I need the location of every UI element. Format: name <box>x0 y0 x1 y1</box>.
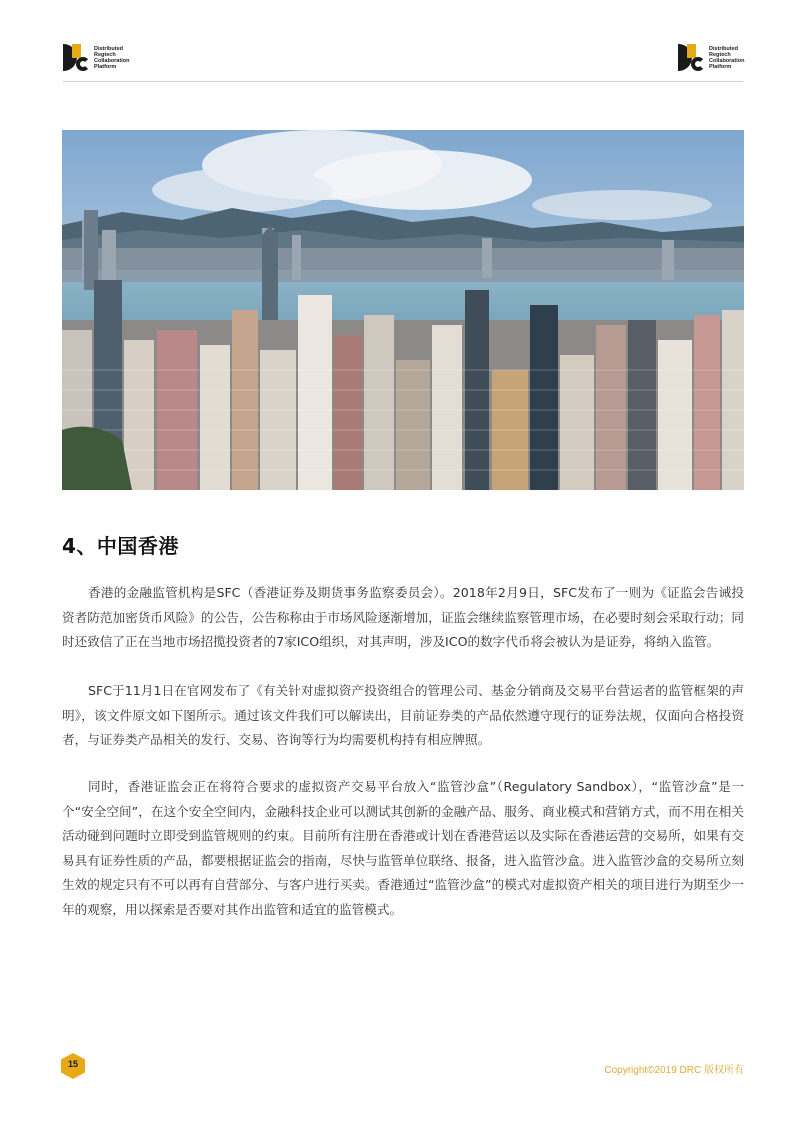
logo-text: Distributed Regtech Collaboration Platform <box>709 45 745 70</box>
paragraph-3: 同时，香港证监会正在将符合要求的虚拟资产交易平台放入“监管沙盒”（Regulatory Sandbox），“监管沙盒”是一个“安全空间”，在这个安全空间内，金融科技企业可以测试其创新的金融产品、服务、商业模式和营销方式，而不用在相关活动碰到问题时立即受到监管规则的约束。目前所有注册在香港或计划在香港营运以及实际在香港运营的交易所，如果有交易具有证券性质的产品，都要根据证监会的指南，尽快与监管单位联络、报备，进入监管沙盒。进入监管沙盒的交易所立刻生效的规定只有不可以再有自营部分、与客户进行买卖。香港通过“监管沙盒”的模式对虚拟资产相关的项目进行为期至少一年的观察，用以探索是否要对其作出监管和适宜的监管模式。 <box>62 779 744 917</box>
page-number-badge <box>61 1053 85 1079</box>
logo-text: Distributed Regtech Collaboration Platform <box>94 45 130 70</box>
page-number: 15 <box>67 1059 78 1069</box>
hong-kong-skyline-photo <box>62 130 744 490</box>
drc-logo-left <box>63 44 129 71</box>
drc-logo-icon <box>63 44 90 71</box>
drc-logo-icon <box>678 44 705 71</box>
paragraph-1: 香港的金融监管机构是SFC（香港证券及期货事务监察委员会）。2018年2月9日，SFC发布了一则为《证监会告诫投资者防范加密货币风险》的公告，公告称称由于市场风险逐渐增加，证监会继续监察管理市场，在必要时刻会采取行动；同时还致信了正在当地市场招揽投资者的7家ICO组织，对其声明，涉及ICO的数字代币将会被认为是证券，将纳入监管。 <box>62 585 744 649</box>
paragraph-2: SFC于11月1日在官网发布了《有关针对虚拟资产投资组合的管理公司、基金分销商及交易平台营运者的监管框架的声明》，该文件原文如下图所示。通过该文件我们可以解读出，目前证券类的产品依然遵守现行的证券法规，仅面向合格投资者，与证券类产品相关的发行、交易、咨询等行为均需要机构持有相应牌照。 <box>62 683 744 747</box>
copyright-text: Copyright©2019 DRC 版权所有 <box>604 1065 744 1076</box>
section-title: 4、中国香港 <box>62 534 179 558</box>
header-divider <box>63 81 743 82</box>
drc-logo-right <box>678 44 744 71</box>
